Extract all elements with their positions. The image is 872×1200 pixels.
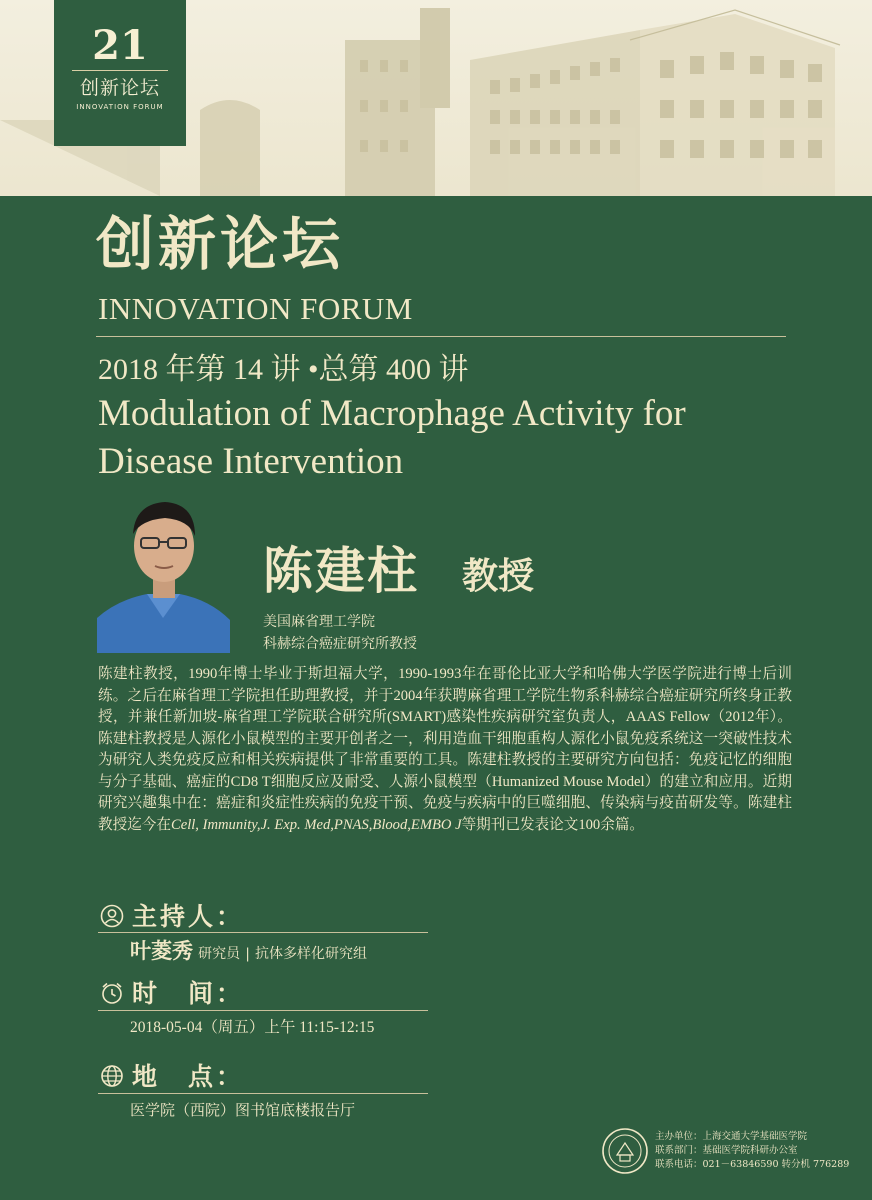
- host-separator: |: [245, 946, 250, 962]
- host-divider: [98, 932, 428, 933]
- speaker-affiliation-1: 美国麻省理工学院: [263, 614, 375, 630]
- speaker-affiliation-2: 科赫综合癌症研究所教授: [263, 636, 417, 652]
- sponsor-contact-dept: 联系部门：基础医学院科研办公室: [655, 1145, 798, 1156]
- badge-number: 21: [92, 22, 148, 69]
- bio-journals: Cell, Immunity,J. Exp. Med,PNAS,Blood,EMBO J: [170, 816, 462, 833]
- host-role: 研究员: [198, 946, 241, 962]
- bio-text: 陈建柱教授，1990年博士毕业于斯坦福大学，1990-1993年在哥伦比亚大学和哈佛大学医学院进行博士后训练。之后在麻省理工学院担任助理教授，并于2004年获聘麻省理工学院生物系科赫综合癌症研究所终身正教授，并兼任新加坡-麻省理工学院联合研究所(SMART)感染性疾病研究室负责人，AAAS Fellow（2012年）。陈建柱教授是人源化小鼠模型的主要开创者之一，利用造血干细胞重构人源化小鼠免疫系统这一突破性技术为研究人类免疫反应和相关疾病提供了非常重要的工具。陈建柱教授的主要研究方向包括：免疫记忆的细胞与分子基础、癌症的CD8 T细胞反应及耐受、人源小鼠模型（Humanized Mouse Model）的建立和应用。近期研究兴趣集中在：癌症和炎症性疾病的免疫干预、免疫与疾病中的巨噬细胞、传染病与疫苗研发等。陈建柱教授迄今在: [98, 666, 792, 833]
- lecture-number: 2018 年第 14 讲 •总第 400 讲: [98, 353, 469, 386]
- time-divider: [98, 1010, 428, 1011]
- alarm-clock-icon: [100, 981, 124, 1005]
- host-heading: 主持人：: [132, 902, 245, 931]
- badge-title-cn: 创新论坛: [79, 77, 160, 99]
- speaker-title: 教授: [462, 555, 535, 597]
- globe-icon: [100, 1064, 124, 1088]
- sponsor-info: [655, 1130, 849, 1172]
- place-value: 医学院（西院）图书馆底楼报告厅: [130, 1101, 356, 1119]
- badge-divider: [72, 70, 168, 71]
- bio-text-end: 等期刊已发表论文100余篇。: [461, 816, 645, 833]
- place-divider: [98, 1093, 428, 1094]
- time-value: 2018-05-04（周五）上午 11:15-12:15: [130, 1019, 375, 1036]
- forum-title-en: INNOVATION FORUM: [98, 291, 413, 326]
- speaker-photo: [97, 490, 230, 653]
- time-heading: 时 间：: [132, 979, 245, 1008]
- host-name: 叶菱秀: [130, 938, 193, 963]
- title-divider: [96, 336, 786, 337]
- speaker-bio: [98, 664, 792, 836]
- host-info: [130, 936, 367, 969]
- forum-badge: [54, 0, 186, 146]
- speaker-name: 陈建柱: [263, 541, 419, 600]
- sponsor-organizer: 主办单位：上海交通大学基础医学院: [655, 1131, 808, 1142]
- forum-title-cn: 创新论坛: [96, 210, 345, 278]
- host-group: 抗体多样化研究组: [255, 946, 367, 962]
- sponsor-contact-phone: 联系电话：021－63846590 转分机 776289: [655, 1159, 850, 1170]
- talk-title: Modulation of Macrophage Activity for Disease Intervention: [98, 393, 686, 482]
- person-icon: [100, 904, 124, 928]
- university-seal-icon: [601, 1127, 649, 1175]
- badge-title-en: INNOVATION FORUM: [76, 103, 164, 111]
- place-heading: 地 点：: [132, 1062, 245, 1091]
